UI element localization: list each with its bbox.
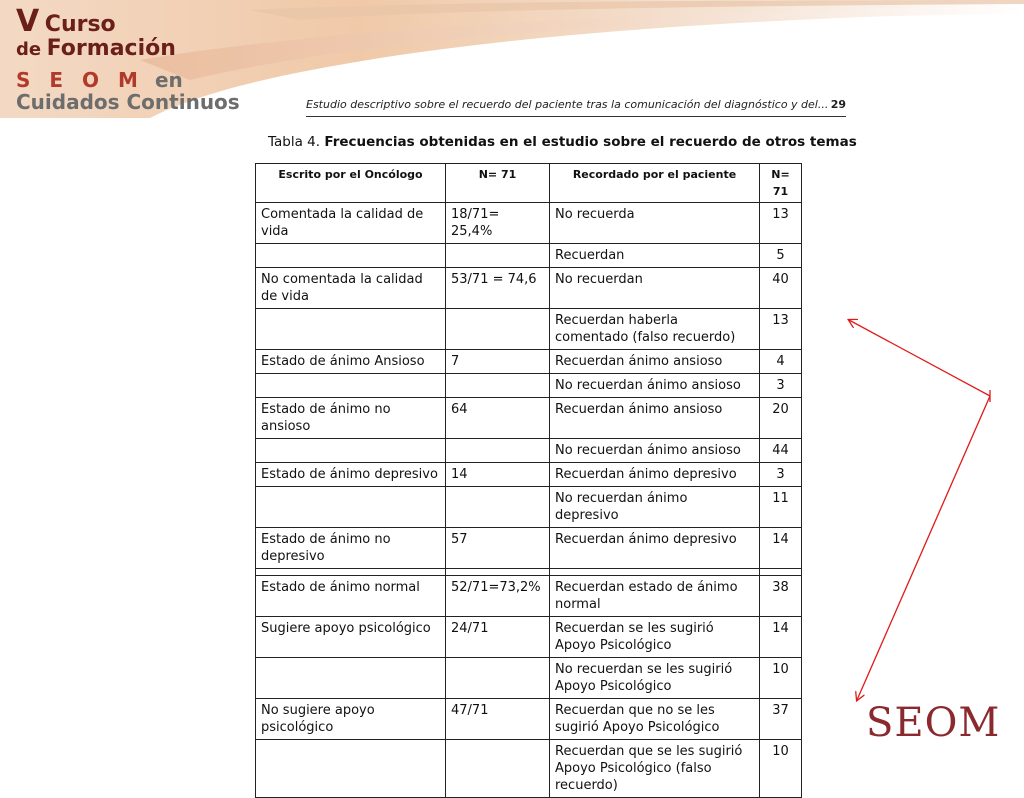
cell-recordado: Recuerdan que no se les sugirió Apoyo Psicológico [550, 699, 760, 740]
cell-escrito: Sugiere apoyo psicológico [256, 617, 446, 658]
cell-n-oncologo: 53/71 = 74,6 [446, 268, 550, 309]
cell-n-paciente: 10 [760, 658, 802, 699]
cell-recordado: Recuerdan haberla comentado (falso recuerdo) [550, 309, 760, 350]
cell-n-paciente [760, 569, 802, 576]
brand-curso: Curso [44, 12, 116, 37]
cell-escrito [256, 439, 446, 463]
cell-n-oncologo [446, 658, 550, 699]
cell-escrito [256, 740, 446, 798]
table-row [256, 374, 802, 398]
cell-recordado: No recuerdan ánimo ansioso [550, 439, 760, 463]
cell-recordado: Recuerdan que se les sugirió Apoyo Psicológico (falso recuerdo) [550, 740, 760, 798]
cell-recordado: Recuerdan ánimo ansioso [550, 398, 760, 439]
table-row [256, 576, 802, 617]
running-header-text: Estudio descriptivo sobre el recuerdo del paciente tras la comunicación del diagnóstico y del... [306, 98, 829, 111]
table-row [256, 699, 802, 740]
table-body [256, 203, 802, 798]
cell-escrito: Estado de ánimo no ansioso [256, 398, 446, 439]
header-recordado: Recordado por el paciente [550, 164, 760, 203]
annotation-arrows [840, 310, 1000, 710]
table-row [256, 569, 802, 576]
brand-line-3 [16, 68, 183, 92]
cell-escrito: No comentada la calidad de vida [256, 268, 446, 309]
cell-recordado: No recuerdan ánimo depresivo [550, 487, 760, 528]
page-number: 29 [830, 98, 846, 111]
header-rule [306, 116, 846, 117]
brand-line-2 [16, 36, 176, 61]
cell-escrito: Estado de ánimo depresivo [256, 463, 446, 487]
cell-n-paciente: 13 [760, 309, 802, 350]
cell-recordado: No recuerdan ánimo ansioso [550, 374, 760, 398]
cell-n-paciente: 40 [760, 268, 802, 309]
cell-n-oncologo: 7 [446, 350, 550, 374]
cell-recordado: Recuerdan ánimo ansioso [550, 350, 760, 374]
brand-roman: V [16, 4, 40, 39]
cell-recordado: Recuerdan se les sugirió Apoyo Psicológico [550, 617, 760, 658]
cell-escrito: Estado de ánimo no depresivo [256, 528, 446, 569]
cell-escrito: No sugiere apoyo psicológico [256, 699, 446, 740]
cell-n-paciente: 13 [760, 203, 802, 244]
cell-recordado: Recuerdan estado de ánimo normal [550, 576, 760, 617]
running-header [306, 98, 846, 114]
cell-recordado: Recuerdan [550, 244, 760, 268]
table-row [256, 268, 802, 309]
cell-n-paciente: 38 [760, 576, 802, 617]
cell-n-oncologo: 57 [446, 528, 550, 569]
table-row [256, 463, 802, 487]
arrow-to-false-memory-2 [857, 396, 990, 700]
cell-escrito [256, 374, 446, 398]
table-row [256, 350, 802, 374]
table-header-row [256, 164, 802, 203]
cell-escrito [256, 569, 446, 576]
brand-line-4: Cuidados Continuos [16, 90, 240, 114]
cell-recordado: No recuerda [550, 203, 760, 244]
cell-n-oncologo [446, 740, 550, 798]
cell-n-oncologo: 24/71 [446, 617, 550, 658]
cell-n-paciente: 37 [760, 699, 802, 740]
table-row [256, 244, 802, 268]
table-row [256, 439, 802, 463]
cell-escrito [256, 244, 446, 268]
cell-n-paciente: 3 [760, 374, 802, 398]
cell-escrito [256, 487, 446, 528]
cell-n-oncologo: 18/71= 25,4% [446, 203, 550, 244]
cell-escrito: Comentada la calidad de vida [256, 203, 446, 244]
cell-escrito [256, 309, 446, 350]
cell-n-paciente: 14 [760, 528, 802, 569]
cell-n-oncologo [446, 569, 550, 576]
arrow-to-false-memory-1 [849, 320, 990, 396]
header-n-oncologo: N= 71 [446, 164, 550, 203]
table-title-prefix: Tabla 4. [268, 134, 321, 150]
table-row [256, 398, 802, 439]
cell-n-paciente: 20 [760, 398, 802, 439]
cell-n-oncologo [446, 374, 550, 398]
table-row [256, 658, 802, 699]
brand-de: de [16, 39, 42, 60]
cell-n-oncologo [446, 487, 550, 528]
cell-n-oncologo: 47/71 [446, 699, 550, 740]
cell-n-paciente: 10 [760, 740, 802, 798]
table-row [256, 617, 802, 658]
cell-escrito: Estado de ánimo Ansioso [256, 350, 446, 374]
cell-recordado: No recuerdan se les sugirió Apoyo Psicológico [550, 658, 760, 699]
cell-n-paciente: 44 [760, 439, 802, 463]
cell-recordado: No recuerdan [550, 268, 760, 309]
cell-recordado: Recuerdan ánimo depresivo [550, 463, 760, 487]
table-row [256, 309, 802, 350]
cell-n-paciente: 4 [760, 350, 802, 374]
seom-logo: SEOM [866, 700, 1001, 746]
cell-escrito [256, 658, 446, 699]
brand-formacion: Formación [46, 36, 176, 61]
cell-n-oncologo: 14 [446, 463, 550, 487]
header-escrito: Escrito por el Oncólogo [256, 164, 446, 203]
table-title [268, 134, 857, 150]
cell-n-paciente: 5 [760, 244, 802, 268]
header-n-paciente: N= 71 [760, 164, 802, 203]
cell-n-paciente: 3 [760, 463, 802, 487]
table-row [256, 487, 802, 528]
cell-n-oncologo [446, 309, 550, 350]
brand-line-1 [16, 4, 116, 39]
cell-n-oncologo: 52/71=73,2% [446, 576, 550, 617]
cell-n-oncologo [446, 244, 550, 268]
table-title-text: Frecuencias obtenidas en el estudio sobre el recuerdo de otros temas [324, 134, 857, 150]
frequency-table [255, 163, 802, 798]
cell-escrito: Estado de ánimo normal [256, 576, 446, 617]
brand-en: en [154, 68, 183, 92]
table-row [256, 528, 802, 569]
cell-recordado [550, 569, 760, 576]
cell-n-paciente: 14 [760, 617, 802, 658]
table-row [256, 203, 802, 244]
cell-n-oncologo [446, 439, 550, 463]
table-row [256, 740, 802, 798]
cell-n-paciente: 11 [760, 487, 802, 528]
cell-recordado: Recuerdan ánimo depresivo [550, 528, 760, 569]
brand-seom: S E O M [16, 68, 144, 92]
cell-n-oncologo: 64 [446, 398, 550, 439]
